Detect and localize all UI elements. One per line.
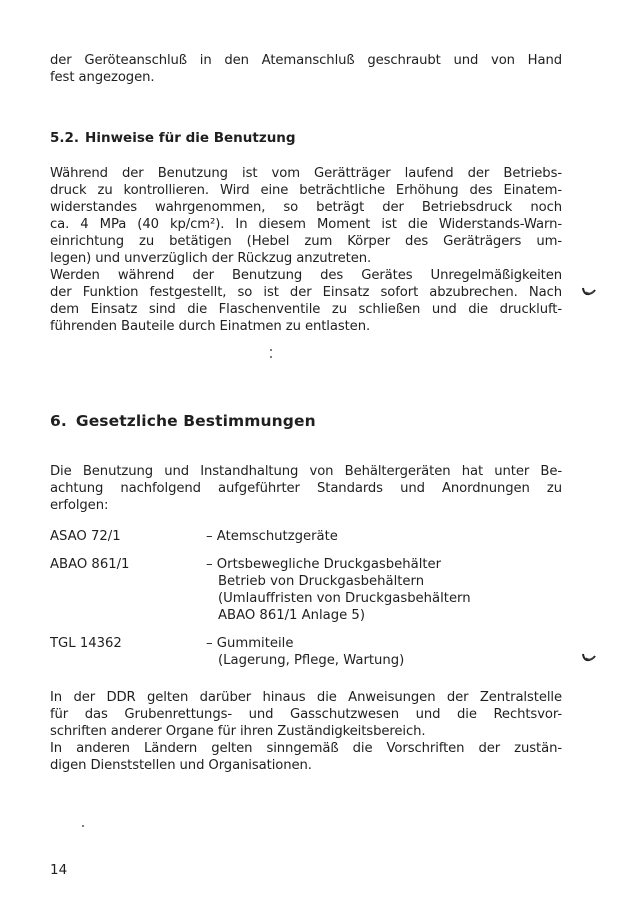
section-number: 5.2.	[50, 130, 80, 146]
text-line: schriften anderer Organe für ihren Zuständigkeitsbereich.	[50, 724, 426, 739]
binding-hole-mark-icon	[582, 651, 596, 663]
intro-paragraph	[50, 52, 562, 86]
text-line: widerstandes wahrgenommen, so beträgt der Betriebsdruck noch	[50, 200, 562, 215]
section-5-2-paragraph	[50, 165, 562, 335]
section-title: Gesetzliche Bestimmungen	[75, 412, 316, 430]
text-line: erfolgen:	[50, 498, 109, 513]
text-line: achtung nachfolgend aufgeführter Standards und Anordnungen zu	[50, 481, 562, 496]
section-number: 6.	[50, 412, 67, 430]
text-line: (Umlauffristen von Druckgasbehältern	[218, 591, 471, 606]
text-line: In anderen Ländern gelten sinngemäß die Vorschriften der zustän-	[50, 741, 562, 756]
text-line: Die Benutzung und Instandhaltung von Behältergeräten hat unter Be-	[50, 464, 562, 479]
standard-description	[206, 556, 471, 624]
section-heading-5-2	[50, 130, 296, 147]
text-line: für das Grubenrettungs- und Gasschutzwesen und die Rechtsvor-	[50, 707, 562, 722]
scan-speck	[270, 356, 272, 358]
text-line: führenden Bauteile durch Einatmen zu entlasten.	[50, 319, 371, 334]
standard-description	[206, 528, 338, 545]
text-line: (Lagerung, Pflege, Wartung)	[218, 653, 405, 668]
text-line: – Ortsbewegliche Druckgasbehälter	[206, 557, 442, 572]
standard-code: ABAO 861/1	[50, 557, 130, 572]
standard-code: ASAO 72/1	[50, 529, 121, 544]
text-line: der Geröteanschluß in den Atemanschluß geschraubt und von Hand	[50, 53, 562, 68]
text-line: dem Einsatz sind die Flaschenventile zu schließen und die druckluft-	[50, 302, 562, 317]
text-line: Betrieb von Druckgasbehältern	[218, 574, 425, 589]
text-line: druck zu kontrollieren. Wird eine beträchtliche Erhöhung des Einatem-	[50, 183, 562, 198]
text-line: digen Dienststellen und Organisationen.	[50, 758, 312, 773]
text-line: ca. 4 MPa (40 kp/cm²). In diesem Moment ist die Widerstands-Warn-	[50, 217, 562, 232]
text-line: Werden während der Benutzung des Gerätes Unregelmäßigkeiten	[50, 268, 562, 283]
binding-hole-mark-icon	[582, 285, 596, 297]
section-6-intro-paragraph	[50, 463, 562, 514]
text-line: ABAO 861/1 Anlage 5)	[218, 608, 365, 623]
scan-speck	[270, 349, 272, 351]
text-line: einrichtung zu betätigen (Hebel zum Körper des Geräträgers um-	[50, 234, 562, 249]
section-heading-6	[50, 413, 316, 430]
scan-speck	[82, 825, 84, 827]
section-6-closing-paragraph	[50, 689, 562, 774]
text-line: – Atemschutzgeräte	[206, 529, 338, 544]
standard-description	[206, 635, 404, 669]
text-line: legen) und unverzüglich der Rückzug anzutreten.	[50, 251, 372, 266]
section-title: Hinweise für die Benutzung	[85, 130, 296, 146]
standard-row	[50, 556, 570, 626]
text-line: Während der Benutzung ist vom Gerätträger laufend der Betriebs-	[50, 166, 562, 181]
standard-row	[50, 528, 570, 546]
standard-code: TGL 14362	[50, 636, 122, 651]
standard-row	[50, 635, 570, 671]
page-number: 14	[50, 862, 68, 878]
text-line: In der DDR gelten darüber hinaus die Anweisungen der Zentralstelle	[50, 690, 562, 705]
text-line: fest angezogen.	[50, 70, 155, 85]
text-line: – Gummiteile	[206, 636, 294, 651]
text-line: der Funktion festgestellt, so ist der Einsatz sofort abzubrechen. Nach	[50, 285, 562, 300]
